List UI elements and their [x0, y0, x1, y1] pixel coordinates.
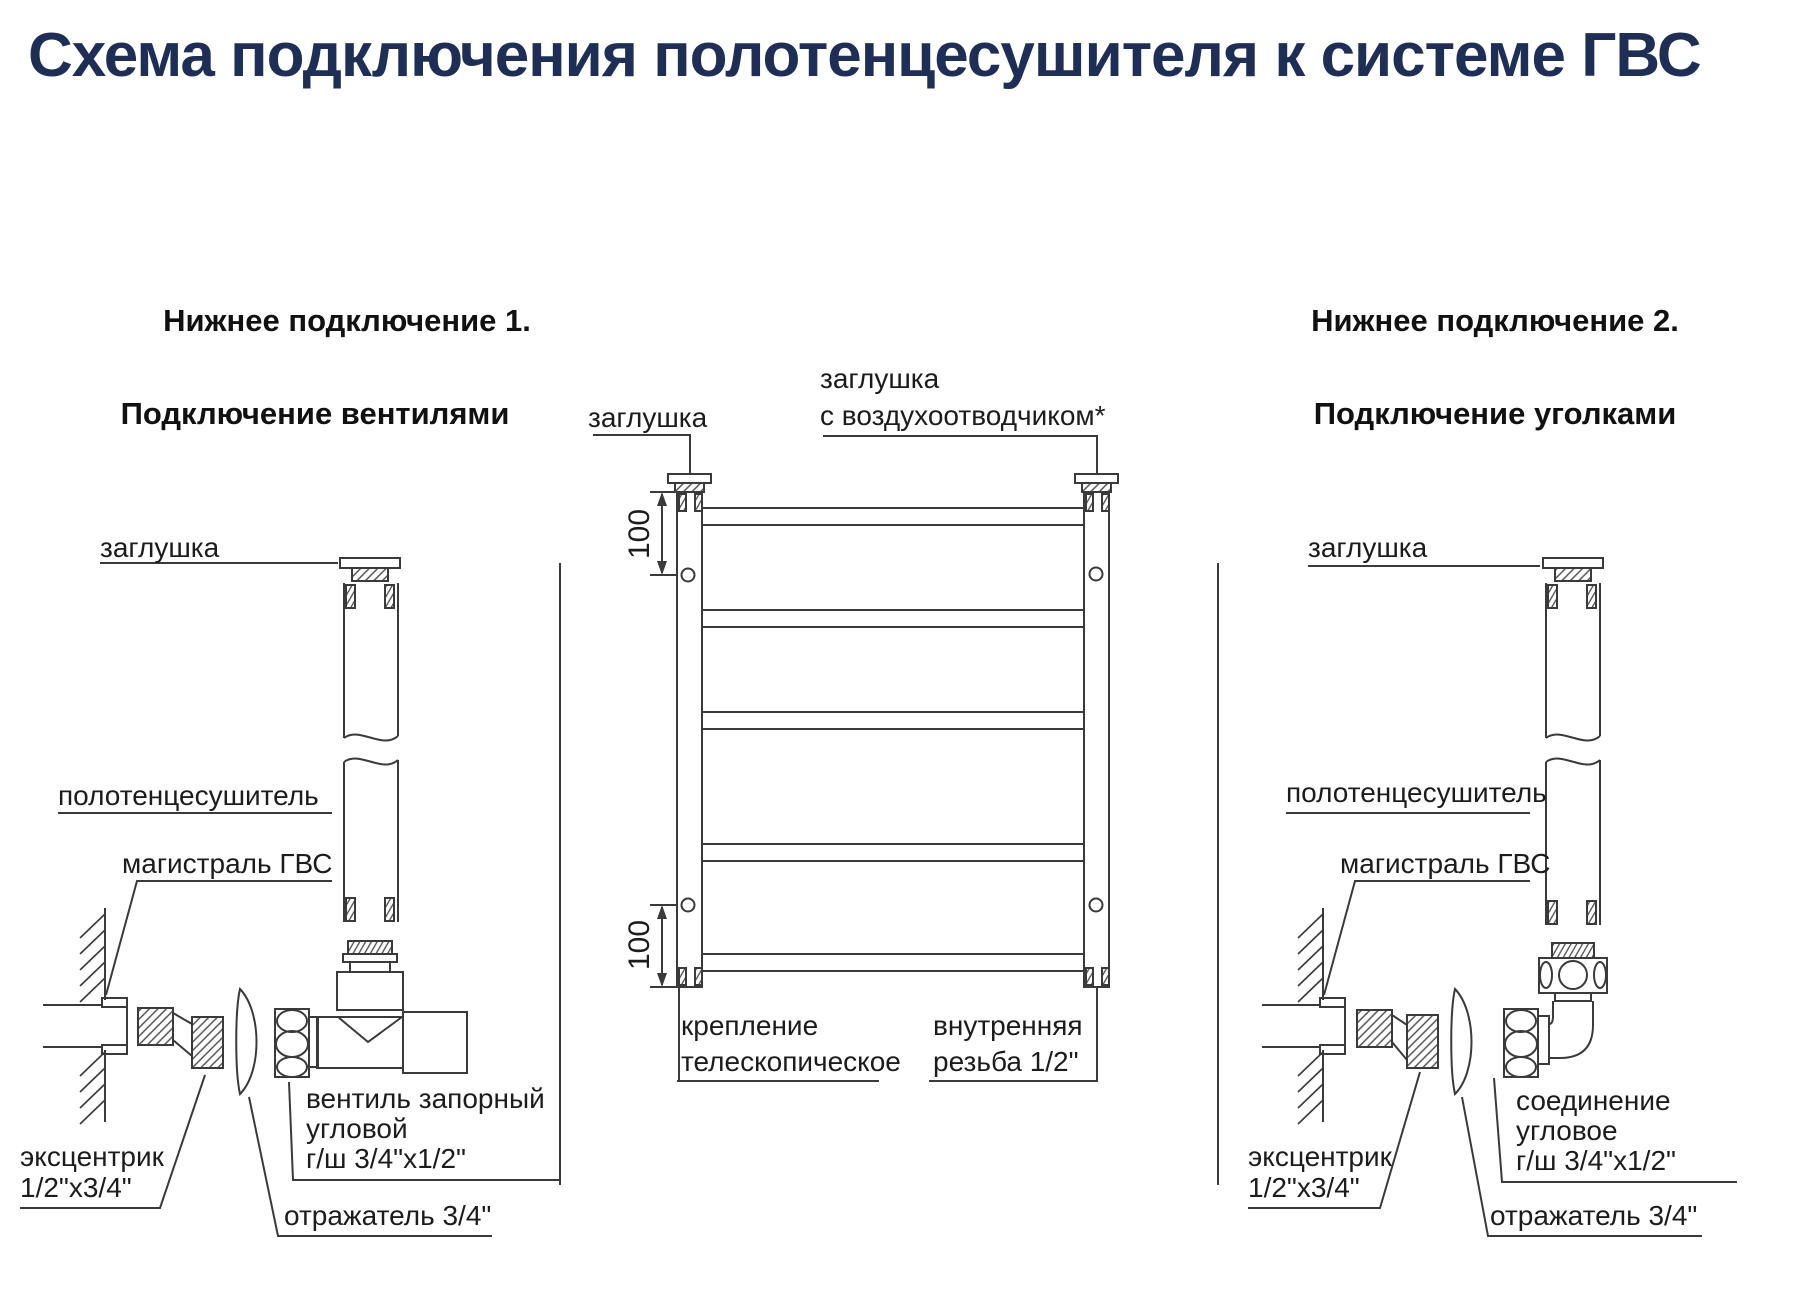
reflector-dome: [1451, 989, 1471, 1094]
mounting-holes: [682, 568, 1103, 912]
label-eccentric-1: эксцентрик 1/2"х3/4": [20, 1141, 164, 1203]
heading-connection-2-line1: Нижнее подключение 2.: [1311, 303, 1679, 338]
cap-leader-lines: [593, 435, 1097, 474]
angle-valve: [317, 941, 467, 1073]
label-towel-rail-2: полотенцесушитель: [1286, 777, 1547, 808]
label-cap-left: заглушка: [588, 402, 708, 433]
wall-hatching: [80, 914, 105, 1124]
label-towel-rail-1: полотенцесушитель: [58, 780, 319, 811]
label-supply-line-1: магистраль ГВС: [122, 848, 333, 879]
label-supply-line-2: магистраль ГВС: [1340, 848, 1551, 879]
dimension-value-top: 100: [623, 508, 656, 560]
rail-post-right: [1084, 492, 1109, 987]
label-cap-right: заглушка с воздухоотводчиком*: [820, 363, 1106, 431]
heading-connection-1-line2: Подключение вентилями: [120, 396, 510, 431]
wall-hatching: [1298, 914, 1323, 1124]
label-reflector-1: отражатель 3/4": [284, 1200, 492, 1231]
rail-pipe: [1546, 583, 1600, 925]
reflector-dome: [236, 989, 256, 1094]
elbow-body: [1549, 1001, 1593, 1058]
label-angle-valve: вентиль запорный угловой г/ш 3/4"х1/2": [306, 1083, 545, 1174]
union-nut: [275, 1009, 318, 1077]
wall: [80, 908, 105, 1124]
cap-right-with-air-vent: [1075, 474, 1118, 492]
page-title: Схема подключения полотенцесушителя к системе ГВС: [28, 21, 1701, 90]
dimension-value-bottom: 100: [623, 919, 656, 971]
label-cap-1: заглушка: [100, 532, 220, 563]
eccentric-adapter: [1357, 1010, 1438, 1068]
label-internal-thread: внутренняя резьба 1/2": [933, 1010, 1083, 1077]
cap: [340, 558, 400, 581]
union-nut: [1504, 1009, 1549, 1077]
supply-pipe: [43, 998, 127, 1054]
label-angle-union: соединение угловое г/ш 3/4"х1/2": [1516, 1085, 1676, 1176]
post-thread-marks: [679, 494, 1109, 985]
label-eccentric-2: эксцентрик 1/2"х3/4": [1248, 1141, 1392, 1203]
rail-pipe: [344, 583, 398, 922]
supply-pipe: [1262, 998, 1345, 1054]
heading-connection-2-line2: Подключение уголками: [1313, 396, 1677, 431]
cap: [1543, 558, 1603, 581]
heading-connection-1-line1: Нижнее подключение 1.: [163, 303, 531, 338]
eccentric-adapter: [138, 1008, 223, 1068]
wall: [1298, 908, 1323, 1124]
section-dividers: [560, 563, 1218, 1185]
rail-rungs: [702, 508, 1084, 971]
towel-rail-front-view: [593, 435, 1118, 1081]
label-reflector-2: отражатель 3/4": [1490, 1200, 1698, 1231]
label-cap-2: заглушка: [1308, 532, 1428, 563]
label-telescopic-bracket: крепление телескопическое: [681, 1010, 901, 1077]
rail-post-left: [677, 492, 702, 987]
cap-left: [668, 474, 711, 492]
